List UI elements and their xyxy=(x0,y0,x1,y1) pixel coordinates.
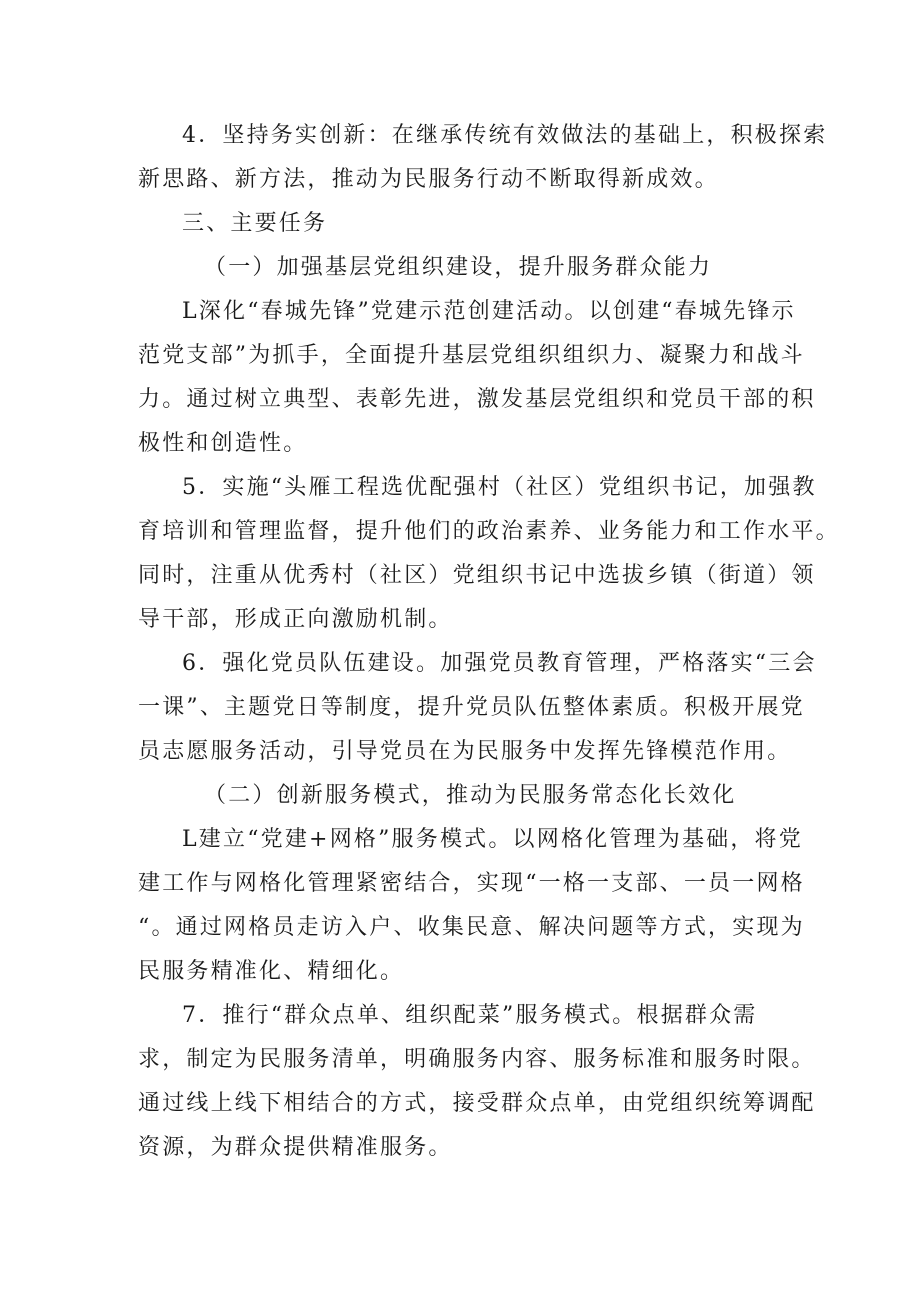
text-line: 力。通过树立典型、表彰先进，激发基层党组织和党员干部的积 xyxy=(138,387,816,412)
text-line: 一课”、主题党日等制度，提升党员队伍整体素质。积极开展党 xyxy=(138,695,805,720)
text-line: 通过线上线下相结合的方式，接受群众点单，由党组织统筹调配 xyxy=(138,1091,816,1116)
paragraph-item-pioneer-demonstration xyxy=(138,290,816,466)
text-line: L深化“春城先锋”党建示范创建活动。以创建“春城先锋示 xyxy=(182,299,796,324)
text-line: L建立“党建+网格”服务模式。以网格化管理为基础，将党 xyxy=(182,827,803,852)
text-line: 求，制定为民服务清单，明确服务内容、服务标准和服务时限。 xyxy=(138,1047,816,1072)
paragraph-item-5 xyxy=(138,466,840,642)
text-line: 范党支部”为抓手，全面提升基层党组织组织力、凝聚力和战斗 xyxy=(138,343,805,368)
text-line: 5．实施“头雁工程选优配强村（社区）党组织书记，加强教 xyxy=(182,475,817,500)
heading-line: 三、主要任务 xyxy=(182,211,328,236)
text-line: 极性和创造性。 xyxy=(138,431,308,456)
text-line: 6．强化党员队伍建设。加强党员教育管理，严格落实“三会 xyxy=(182,651,817,676)
paragraph-item-6 xyxy=(138,642,817,774)
text-line: 导干部，形成正向激励机制。 xyxy=(138,607,453,632)
text-line: 员志愿服务活动，引导党员在为民服务中发挥先锋模范作用。 xyxy=(138,739,792,764)
heading-line: （一）加强基层党组织建设，提升服务群众能力 xyxy=(204,255,713,280)
text-line: 民服务精准化、精细化。 xyxy=(138,959,405,984)
text-line: “。通过网格员走访入户、收集民意、解决问题等方式，实现为 xyxy=(138,915,805,940)
paragraph-principle-4 xyxy=(138,114,828,202)
subheading-party-building xyxy=(138,246,798,290)
text-line: 育培训和管理监督，提升他们的政治素养、业务能力和工作水平。 xyxy=(138,519,840,544)
heading-line: （二）创新服务模式，推动为民服务常态化长效化 xyxy=(204,783,737,808)
text-line: 7．推行“群众点单、组织配菜”服务模式。根据群众需 xyxy=(182,1003,758,1028)
text-line: 建工作与网格化管理紧密结合，实现“一格一支部、一员一网格 xyxy=(138,871,805,896)
paragraph-item-grid-service xyxy=(138,818,805,994)
section-heading-main-tasks xyxy=(138,202,798,246)
document-body xyxy=(138,114,840,1170)
paragraph-item-7 xyxy=(138,994,816,1170)
subheading-service-model xyxy=(138,774,798,818)
text-line: 资源，为群众提供精准服务。 xyxy=(138,1135,453,1160)
text-line: 同时，注重从优秀村（社区）党组织书记中选拔乡镇（街道）领 xyxy=(138,563,816,588)
text-line: 新思路、新方法，推动为民服务行动不断取得新成效。 xyxy=(138,167,719,192)
text-line: 4．坚持务实创新：在继承传统有效做法的基础上，积极探索 xyxy=(182,123,828,148)
